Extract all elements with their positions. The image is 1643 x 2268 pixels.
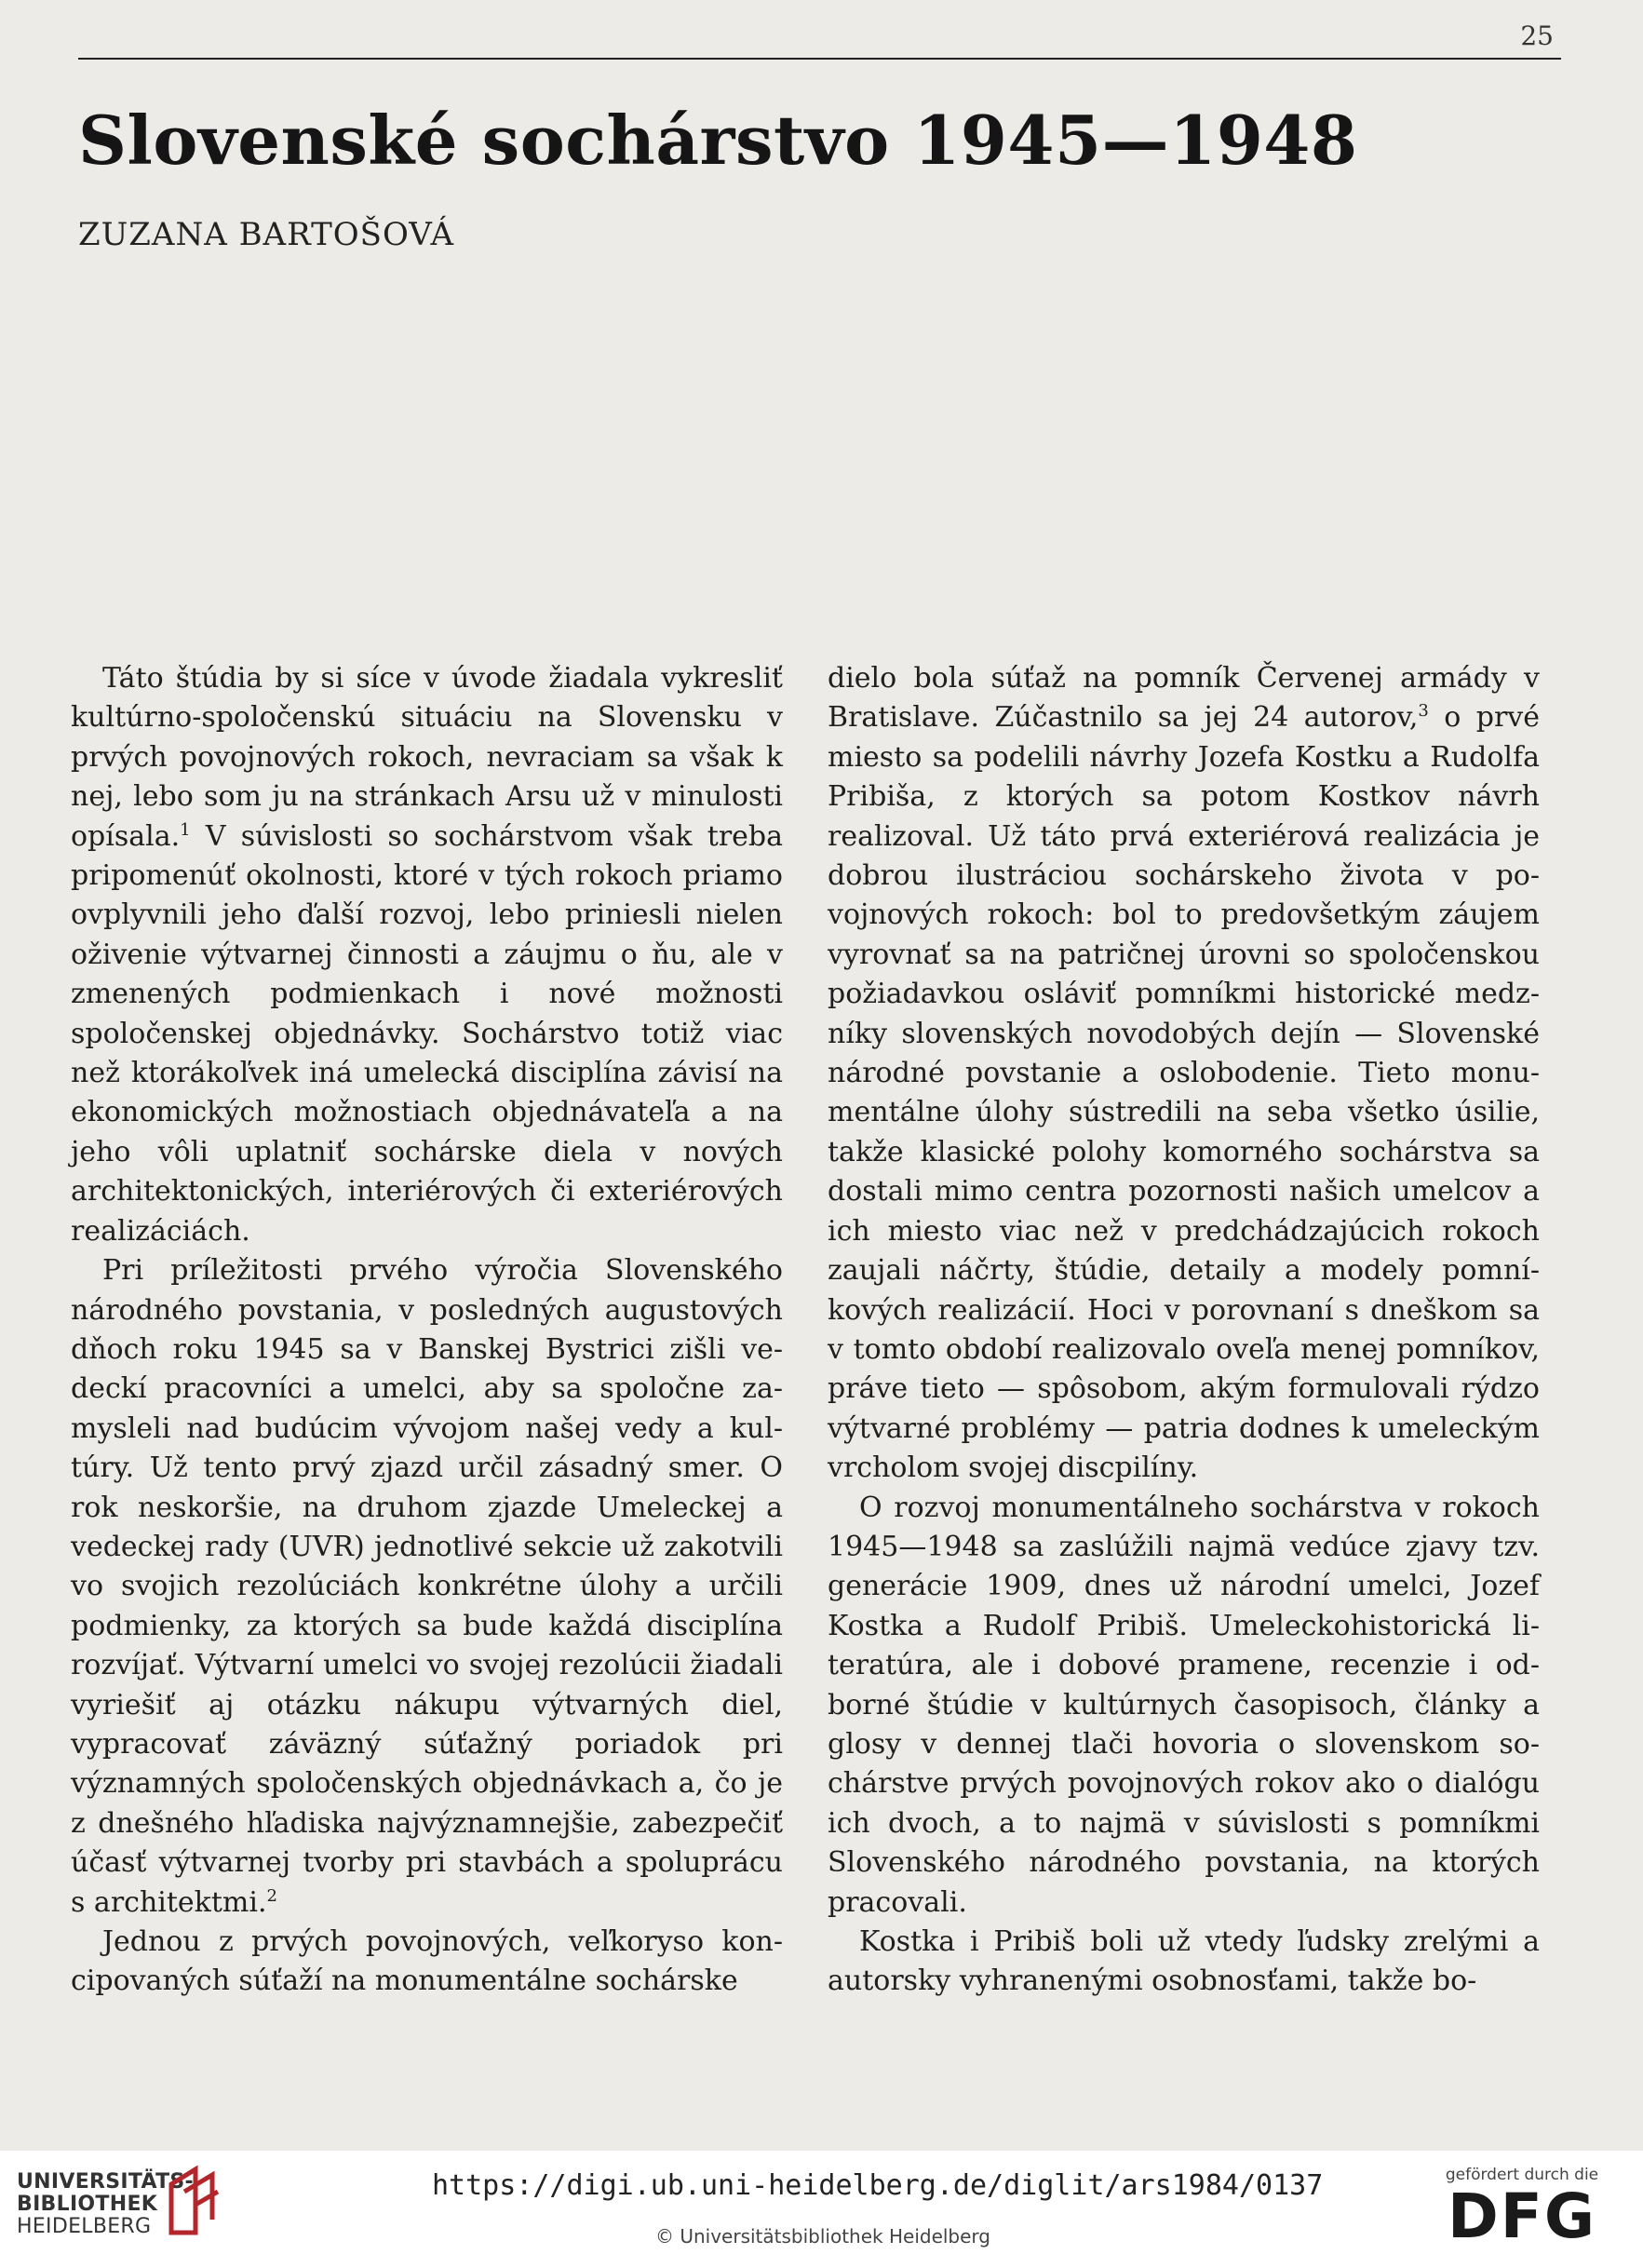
digitization-footer — [0, 2151, 1643, 2268]
footnote-ref: 3 — [1418, 701, 1429, 722]
permalink[interactable]: https://digi.ub.uni-heidelberg.de/diglit/ars1984/0137 — [432, 2169, 1324, 2202]
paragraph: Pri príležitosti prvého výročia Slovenského národného povstania, v posledných augustových dňoch roku 1945 sa v Banskej Bystrici zišli vedeckí pracovníci a umelci, aby sa spoločne zamysleli nad budúcim vývojom našej vedy a kultúry. Už tento prvý zjazd určil zásadný smer. O rok neskoršie, na druhom zjazde Umeleckej a vedeckej rady (UVR) jednotlivé sekcie už zakotvili vo svojich rezolúciách konkrétne úlohy a určili podmienky, za ktorých sa bude každá disciplína rozvíjať. Výtvarní umelci vo svojej rezolúcii žiadali vyriešiť aj otázku nákupu výtvarných diel, vypracovať záväzný súťažný poriadok pri významných spoločenských objednávkach a, čo je z dnešného hľadiska najvýznamnejšie, zabezpečiť účasť výtvarnej tvorby pri stavbách a spoluprácu s architektmi.$^2$ — [71, 1254, 783, 1919]
dfg-logo[interactable]: gefördert durch die DFG — [1445, 2166, 1599, 2252]
left-column — [71, 659, 783, 2002]
page-number: 25 — [1520, 20, 1554, 51]
library-emblem-icon — [164, 2164, 222, 2238]
paragraph: Jednou z prvých povojnových, veľkoryso koncipovaných súťaží na monumentálne sochárske — [71, 1925, 783, 1998]
footnote-ref: 1 — [180, 819, 191, 840]
copyright-notice: © Universitätsbibliothek Heidelberg — [654, 2225, 990, 2248]
right-column — [828, 659, 1540, 2002]
header-rule — [78, 58, 1561, 60]
article-author: ZUZANA BARTOŠOVÁ — [78, 216, 455, 253]
paragraph: Táto štúdia by si síce v úvode žiadala vykresliť kultúrno-spoločenskú situáciu na Slovensku v prvých povojnových rokoch, nevraciam sa však k nej, lebo som ju na stránkach Arsu už v minulosti opísala.$^1$ V súvislosti so sochárstvom však treba pripomenúť okolnosti, ktoré v tých rokoch priamo ovplyvnili jeho ďalší rozvoj, lebo priniesli nielen oživenie výtvarnej činnosti a záujmu o ňu, ale v zmenených podmienkach i nové možnosti spoločenskej objednávky. Sochárstvo totiž viac než ktorákoľvek iná umelecká disciplína závisí na ekonomických možnostiach objednávateľa a na jeho vôli uplatniť sochárske diela v nových architektonických, interiérových či exteriérových realizáciách. — [71, 662, 783, 1248]
library-logo[interactable]: UNIVERSITÄTS- BIBLIOTHEK HEIDELBERG — [17, 2170, 194, 2238]
footnote-ref: 2 — [266, 1885, 277, 1906]
paragraph: Kostka i Pribiš boli už vtedy ľudsky zrelými a autorsky vyhranenými osobnosťami, takže bo- — [828, 1925, 1540, 1998]
paragraph: dielo bola súťaž na pomník Červenej armády v Bratislave. Zúčastnilo sa jej 24 autorov,$^3$ o prvé miesto sa podelili návrhy Jozefa Kostku a Rudolfa Pribiša, z ktorých sa potom Kostkov návrh realizoval. Už táto prvá exteriérová realizácia je dobrou ilustráciou sochárskeho života v povojnových rokoch: bol to predovšetkým záujem vyrovnať sa na patričnej úrovni so spoločenskou požiadavkou osláviť pomníkmi historické medzníky slovenských novodobých dejín — Slovenské národné povstanie a oslobodenie. Tieto monumentálne úlohy sústredili na seba všetko úsilie, takže klasické polohy komorného sochárstva sa dostali mimo centra pozornosti našich umelcov a ich miesto viac než v predchádzajúcich rokoch zaujali náčrty, štúdie, detaily a modely pomníkových realizácií. Hoci v porovnaní s dneškom sa v tomto období realizovalo oveľa menej pomníkov, práve tieto — spôsobom, akým formulovali rýdzo výtvarné problémy — patria dodnes k umeleckým vrcholom svojej discpilíny. — [828, 662, 1540, 1485]
paragraph: O rozvoj monumentálneho sochárstva v rokoch 1945—1948 sa zaslúžili najmä vedúce zjavy tzv. generácie 1909, dnes už národní umelci, Jozef Kostka a Rudolf Pribiš. Umeleckohistorická literatúra, ale i dobové pramene, recenzie i odborné štúdie v kultúrnych časopisoch, články a glosy v dennej tlači hovoria o slovenskom sochárstve prvých povojnových rokov ako o dialógu ich dvoch, a to najmä v súvislosti s pomníkmi Slovenského národného povstania, na ktorých pracovali. — [828, 1491, 1540, 1919]
article-title: Slovenské sochárstvo 1945—1948 — [78, 101, 1358, 180]
